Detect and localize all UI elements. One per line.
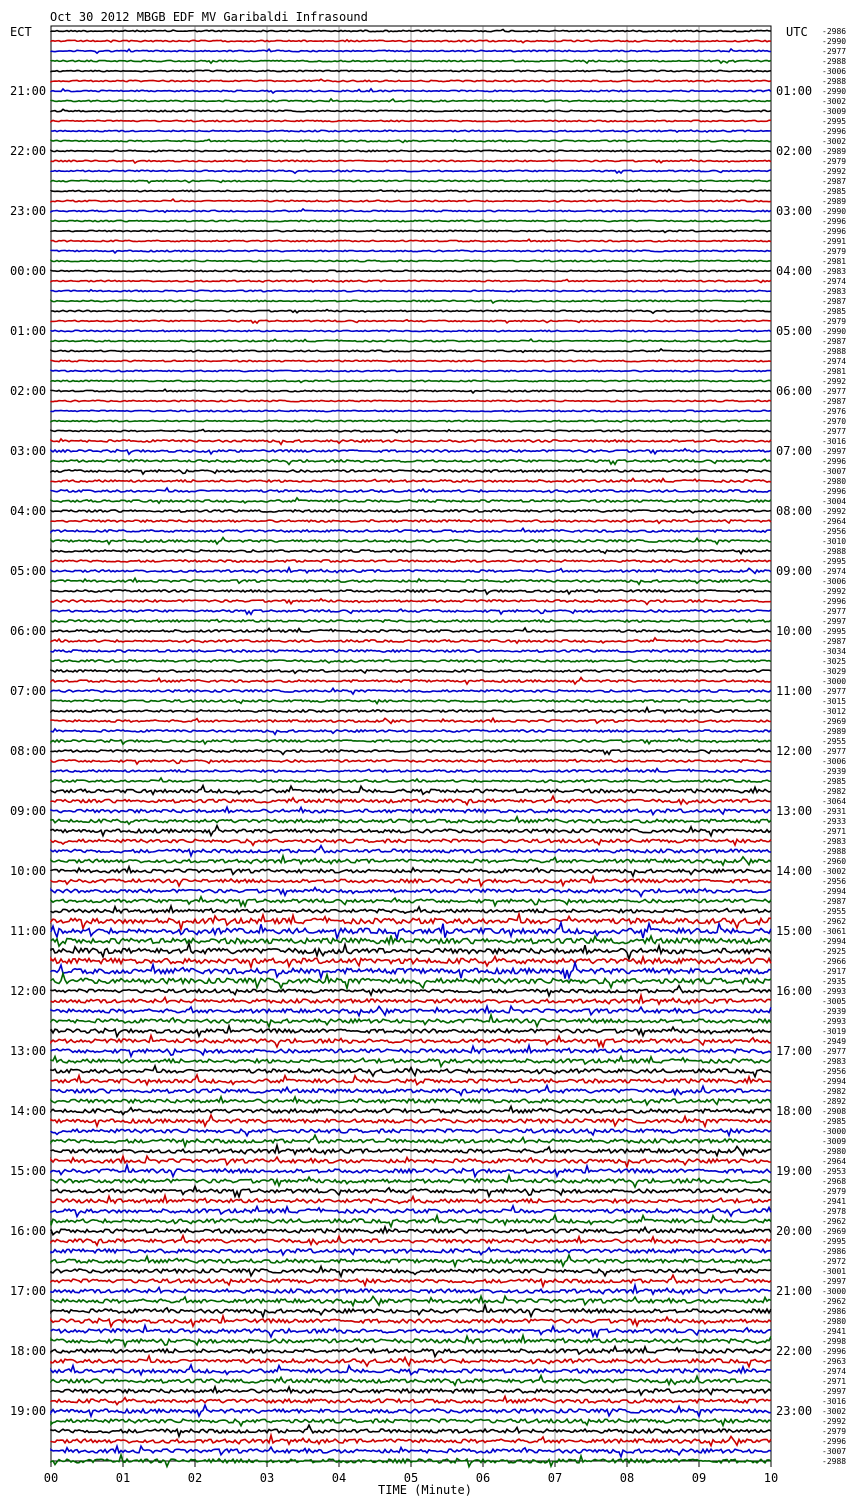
trace-offset-label: -2955 xyxy=(822,737,847,746)
trace-offset-label: -2982 xyxy=(822,1087,847,1096)
trace-offset-label: -3006 xyxy=(822,757,847,766)
ect-hour-label: 01:00 xyxy=(10,324,47,338)
trace-offset-label: -2941 xyxy=(822,1327,847,1336)
utc-hour-label: 10:00 xyxy=(776,624,813,638)
trace-offset-label: -3006 xyxy=(822,577,847,586)
trace-offset-label: -3009 xyxy=(822,1137,847,1146)
x-tick-label: 06 xyxy=(475,1471,491,1485)
trace-offset-label: -3009 xyxy=(822,107,847,116)
trace-offset-label: -2991 xyxy=(822,237,847,246)
trace-offset-label: -2992 xyxy=(822,1417,847,1426)
trace-offset-label: -2997 xyxy=(822,1387,847,1396)
trace-offset-label: -2998 xyxy=(822,1337,847,1346)
trace-offset-label: -2939 xyxy=(822,767,847,776)
trace-line xyxy=(51,130,771,132)
trace-offset-label: -2981 xyxy=(822,367,847,376)
trace-offset-label: -2990 xyxy=(822,37,847,46)
trace-offset-label: -2970 xyxy=(822,417,847,426)
trace-offset-label: -2941 xyxy=(822,1197,847,1206)
utc-hour-label: 03:00 xyxy=(776,204,813,218)
trace-offset-label: -2969 xyxy=(822,717,847,726)
trace-offset-label: -2994 xyxy=(822,1077,847,1086)
ect-hour-label: 23:00 xyxy=(10,204,47,218)
ect-hour-label: 21:00 xyxy=(10,84,47,98)
trace-offset-label: -2979 xyxy=(822,317,847,326)
trace-offset-label: -2996 xyxy=(822,487,847,496)
trace-offset-label: -3064 xyxy=(822,797,847,806)
ect-hour-label: 12:00 xyxy=(10,984,47,998)
right-axis-label: UTC xyxy=(786,25,808,39)
trace-line xyxy=(51,410,771,411)
trace-offset-label: -2976 xyxy=(822,407,847,416)
trace-offset-label: -2983 xyxy=(822,1057,847,1066)
trace-offset-label: -3025 xyxy=(822,657,847,666)
trace-offset-label: -3002 xyxy=(822,1407,847,1416)
trace-offset-label: -2971 xyxy=(822,1377,847,1386)
trace-offset-label: -2995 xyxy=(822,1237,847,1246)
trace-offset-label: -2986 xyxy=(822,1247,847,1256)
trace-offset-label: -3002 xyxy=(822,137,847,146)
ect-hour-label: 02:00 xyxy=(10,384,47,398)
x-tick-label: 10 xyxy=(763,1471,779,1485)
ect-hour-label: 16:00 xyxy=(10,1224,47,1238)
utc-hour-label: 12:00 xyxy=(776,744,813,758)
ect-hour-label: 10:00 xyxy=(10,864,47,878)
trace-offset-label: -2956 xyxy=(822,1067,847,1076)
trace-offset-label: -2996 xyxy=(822,217,847,226)
trace-offset-label: -2985 xyxy=(822,187,847,196)
trace-offset-label: -2892 xyxy=(822,1097,847,1106)
ect-hour-label: 08:00 xyxy=(10,744,47,758)
trace-offset-label: -2949 xyxy=(822,1037,847,1046)
x-tick-label: 07 xyxy=(547,1471,563,1485)
trace-offset-label: -2989 xyxy=(822,147,847,156)
trace-offset-label: -3016 xyxy=(822,1397,847,1406)
utc-hour-label: 02:00 xyxy=(776,144,813,158)
x-tick-label: 09 xyxy=(691,1471,707,1485)
trace-offset-label: -2979 xyxy=(822,157,847,166)
trace-offset-label: -3029 xyxy=(822,667,847,676)
trace-offset-label: -2996 xyxy=(822,1347,847,1356)
trace-offset-label: -2983 xyxy=(822,837,847,846)
trace-offset-label: -2988 xyxy=(822,57,847,66)
trace-offset-label: -3019 xyxy=(822,1027,847,1036)
trace-offset-label: -2979 xyxy=(822,247,847,256)
x-tick-label: 04 xyxy=(331,1471,347,1485)
trace-offset-label: -2977 xyxy=(822,747,847,756)
utc-hour-label: 16:00 xyxy=(776,984,813,998)
trace-offset-label: -2992 xyxy=(822,377,847,386)
trace-offset-label: -2931 xyxy=(822,807,847,816)
trace-offset-label: -2968 xyxy=(822,1177,847,1186)
trace-offset-label: -3001 xyxy=(822,1267,847,1276)
trace-offset-label: -2986 xyxy=(822,1307,847,1316)
trace-offset-label: -2977 xyxy=(822,387,847,396)
utc-hour-label: 21:00 xyxy=(776,1284,813,1298)
trace-offset-label: -2988 xyxy=(822,347,847,356)
trace-offset-label: -2995 xyxy=(822,627,847,636)
ect-hour-label: 07:00 xyxy=(10,684,47,698)
trace-offset-label: -3005 xyxy=(822,997,847,1006)
trace-offset-label: -2996 xyxy=(822,1437,847,1446)
ect-hour-label: 17:00 xyxy=(10,1284,47,1298)
trace-offset-label: -2964 xyxy=(822,1157,847,1166)
trace-offset-label: -2962 xyxy=(822,917,847,926)
trace-offset-label: -2980 xyxy=(822,1147,847,1156)
trace-offset-label: -3002 xyxy=(822,97,847,106)
trace-offset-label: -2925 xyxy=(822,947,847,956)
trace-offset-label: -2980 xyxy=(822,1317,847,1326)
trace-offset-label: -2996 xyxy=(822,227,847,236)
utc-hour-label: 19:00 xyxy=(776,1164,813,1178)
trace-offset-label: -2996 xyxy=(822,597,847,606)
trace-offset-label: -2979 xyxy=(822,1187,847,1196)
trace-offset-label: -2992 xyxy=(822,587,847,596)
trace-offset-label: -3007 xyxy=(822,467,847,476)
trace-offset-label: -2971 xyxy=(822,827,847,836)
trace-offset-label: -2977 xyxy=(822,427,847,436)
utc-hour-label: 07:00 xyxy=(776,444,813,458)
trace-offset-label: -2977 xyxy=(822,607,847,616)
ect-hour-label: 03:00 xyxy=(10,444,47,458)
ect-hour-label: 00:00 xyxy=(10,264,47,278)
trace-offset-label: -2974 xyxy=(822,357,847,366)
trace-offset-label: -2993 xyxy=(822,987,847,996)
trace-offset-label: -2978 xyxy=(822,1207,847,1216)
x-axis-title: TIME (Minute) xyxy=(378,1483,472,1497)
trace-offset-label: -2939 xyxy=(822,1007,847,1016)
trace-line xyxy=(51,120,771,121)
trace-line xyxy=(51,360,771,361)
utc-hour-label: 01:00 xyxy=(776,84,813,98)
trace-offset-label: -2997 xyxy=(822,617,847,626)
trace-offset-label: -2977 xyxy=(822,1047,847,1056)
trace-offset-label: -3012 xyxy=(822,707,847,716)
trace-offset-label: -2956 xyxy=(822,527,847,536)
utc-hour-label: 17:00 xyxy=(776,1044,813,1058)
trace-offset-label: -2992 xyxy=(822,507,847,516)
trace-offset-label: -2953 xyxy=(822,1167,847,1176)
trace-offset-label: -3061 xyxy=(822,927,847,936)
trace-offset-label: -3006 xyxy=(822,67,847,76)
trace-offset-label: -3000 xyxy=(822,1287,847,1296)
ect-hour-label: 05:00 xyxy=(10,564,47,578)
ect-hour-label: 11:00 xyxy=(10,924,47,938)
trace-offset-label: -2995 xyxy=(822,557,847,566)
utc-hour-label: 18:00 xyxy=(776,1104,813,1118)
trace-offset-label: -2983 xyxy=(822,287,847,296)
trace-offset-label: -2985 xyxy=(822,307,847,316)
trace-offset-label: -2933 xyxy=(822,817,847,826)
utc-hour-label: 06:00 xyxy=(776,384,813,398)
trace-offset-label: -2962 xyxy=(822,1297,847,1306)
trace-offset-label: -2969 xyxy=(822,1227,847,1236)
utc-hour-label: 08:00 xyxy=(776,504,813,518)
trace-offset-label: -2988 xyxy=(822,847,847,856)
utc-hour-label: 14:00 xyxy=(776,864,813,878)
trace-offset-label: -2987 xyxy=(822,637,847,646)
trace-offset-label: -2972 xyxy=(822,1257,847,1266)
x-tick-label: 02 xyxy=(187,1471,203,1485)
trace-offset-label: -2989 xyxy=(822,197,847,206)
trace-offset-label: -2989 xyxy=(822,727,847,736)
trace-offset-label: -2994 xyxy=(822,937,847,946)
ect-hour-label: 19:00 xyxy=(10,1404,47,1418)
utc-hour-label: 09:00 xyxy=(776,564,813,578)
trace-offset-label: -2988 xyxy=(822,547,847,556)
trace-offset-label: -2987 xyxy=(822,897,847,906)
trace-offset-label: -2988 xyxy=(822,77,847,86)
trace-line xyxy=(51,150,771,151)
utc-hour-label: 23:00 xyxy=(776,1404,813,1418)
trace-offset-label: -2995 xyxy=(822,117,847,126)
ect-hour-label: 09:00 xyxy=(10,804,47,818)
trace-line xyxy=(51,220,771,221)
trace-offset-label: -2987 xyxy=(822,397,847,406)
trace-offset-label: -2974 xyxy=(822,1367,847,1376)
trace-offset-label: -3000 xyxy=(822,1127,847,1136)
trace-offset-label: -2997 xyxy=(822,447,847,456)
axis-labels xyxy=(10,27,846,1485)
trace-offset-label: -2987 xyxy=(822,337,847,346)
trace-offset-label: -2966 xyxy=(822,957,847,966)
trace-offset-label: -2908 xyxy=(822,1107,847,1116)
trace-offset-label: -2956 xyxy=(822,877,847,886)
trace-offset-label: -2963 xyxy=(822,1357,847,1366)
trace-offset-label: -2979 xyxy=(822,1427,847,1436)
trace-offset-label: -2982 xyxy=(822,787,847,796)
x-tick-label: 03 xyxy=(259,1471,275,1485)
trace-offset-label: -2996 xyxy=(822,457,847,466)
trace-offset-label: -2955 xyxy=(822,907,847,916)
trace-offset-label: -2988 xyxy=(822,1457,847,1466)
utc-hour-label: 15:00 xyxy=(776,924,813,938)
trace-offset-label: -2977 xyxy=(822,47,847,56)
trace-offset-label: -3010 xyxy=(822,537,847,546)
trace-offset-label: -2990 xyxy=(822,87,847,96)
trace-offset-label: -2977 xyxy=(822,687,847,696)
utc-hour-label: 22:00 xyxy=(776,1344,813,1358)
utc-hour-label: 11:00 xyxy=(776,684,813,698)
trace-offset-label: -2980 xyxy=(822,477,847,486)
trace-offset-label: -2964 xyxy=(822,517,847,526)
ect-hour-label: 18:00 xyxy=(10,1344,47,1358)
utc-hour-label: 04:00 xyxy=(776,264,813,278)
trace-offset-label: -2960 xyxy=(822,857,847,866)
trace-offset-label: -3015 xyxy=(822,697,847,706)
trace-offset-label: -2917 xyxy=(822,967,847,976)
utc-hour-label: 20:00 xyxy=(776,1224,813,1238)
trace-offset-label: -3034 xyxy=(822,647,847,656)
trace-offset-label: -2985 xyxy=(822,777,847,786)
x-tick-label: 00 xyxy=(43,1471,59,1485)
trace-offset-label: -2974 xyxy=(822,567,847,576)
trace-offset-label: -3002 xyxy=(822,867,847,876)
utc-hour-label: 05:00 xyxy=(776,324,813,338)
trace-offset-label: -2935 xyxy=(822,977,847,986)
trace-offset-label: -2990 xyxy=(822,207,847,216)
trace-offset-label: -3007 xyxy=(822,1447,847,1456)
ect-hour-label: 13:00 xyxy=(10,1044,47,1058)
x-tick-label: 05 xyxy=(403,1471,419,1485)
trace-offset-label: -2996 xyxy=(822,127,847,136)
trace-offset-label: -3000 xyxy=(822,677,847,686)
trace-line xyxy=(51,270,771,271)
left-axis-label: ECT xyxy=(10,25,32,39)
trace-offset-label: -2990 xyxy=(822,327,847,336)
ect-hour-label: 15:00 xyxy=(10,1164,47,1178)
trace-offset-label: -2983 xyxy=(822,267,847,276)
ect-hour-label: 06:00 xyxy=(10,624,47,638)
ect-hour-label: 14:00 xyxy=(10,1104,47,1118)
trace-offset-label: -2987 xyxy=(822,177,847,186)
trace-offset-label: -3004 xyxy=(822,497,847,506)
trace-offset-label: -2986 xyxy=(822,27,847,36)
x-tick-label: 01 xyxy=(115,1471,131,1485)
trace-offset-label: -2994 xyxy=(822,887,847,896)
trace-offset-label: -2974 xyxy=(822,277,847,286)
trace-offset-label: -2992 xyxy=(822,167,847,176)
trace-offset-label: -2997 xyxy=(822,1277,847,1286)
trace-offset-label: -2993 xyxy=(822,1017,847,1026)
utc-hour-label: 13:00 xyxy=(776,804,813,818)
trace-offset-label: -2987 xyxy=(822,297,847,306)
ect-hour-label: 04:00 xyxy=(10,504,47,518)
trace-offset-label: -3016 xyxy=(822,437,847,446)
trace-offset-label: -2962 xyxy=(822,1217,847,1226)
x-tick-label: 08 xyxy=(619,1471,635,1485)
chart-title: Oct 30 2012 MBGB EDF MV Garibaldi Infrasound xyxy=(50,10,368,24)
ect-hour-label: 22:00 xyxy=(10,144,47,158)
trace-offset-label: -2985 xyxy=(822,1117,847,1126)
trace-offset-label: -2981 xyxy=(822,257,847,266)
trace-line xyxy=(51,370,771,371)
